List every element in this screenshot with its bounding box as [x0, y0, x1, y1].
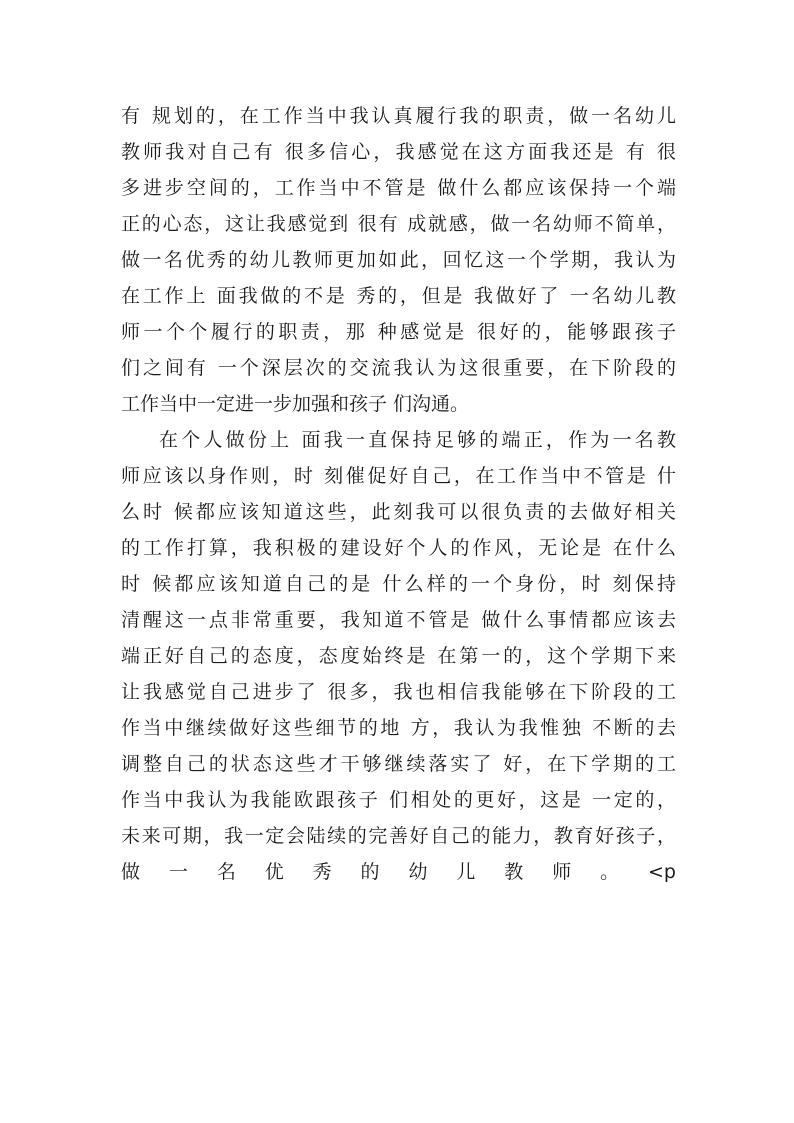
text-line-6: 在工作上 面我做的不是 秀的，但是 我做好了 一名幼儿教	[121, 285, 676, 307]
text-line-16: 端正好自己的态度，态度始终是 在第一的，这个学期下来	[121, 645, 676, 667]
text-line-7: 师一个个履行的职责，那 种感觉是 很好的，能够跟孩子	[121, 321, 676, 343]
text-line-19: 调整自己的状态这些才干够继续落实了 好，在下学期的工	[121, 753, 676, 775]
text-line-22: 做 一 名 优 秀 的 幼 儿 教 师 。 <p	[121, 861, 676, 883]
text-line-10: 在个人做份上 面我一直保持足够的端正，作为一名教	[159, 429, 676, 451]
text-line-5: 做一名优秀的幼儿教师更加如此，回忆这一个学期，我认为	[121, 249, 676, 271]
text-line-3: 多进步空间的，工作当中不管是 做什么都应该保持一个端	[121, 177, 676, 199]
text-line-12: 么时 候都应该知道这些，此刻我可以很负责的去做好相关	[121, 501, 676, 523]
text-line-15: 清醒这一点非常重要，我知道不管是 做什么事情都应该去	[121, 609, 676, 631]
text-line-20: 作当中我认为我能欧跟孩子 们相处的更好，这是 一定的，	[121, 789, 676, 811]
text-line-8: 们之间有 一个深层次的交流我认为这很重要，在下阶段的	[121, 357, 676, 379]
text-line-2: 教师我对自己有 很多信心，我感觉在这方面我还是 有 很	[121, 141, 676, 163]
text-line-9: 工作当中一定进一步加强和孩子 们沟通。	[121, 393, 470, 415]
text-line-17: 让我感觉自己进步了 很多，我也相信我能够在下阶段的工	[121, 681, 676, 703]
text-line-11: 师应该以身作则，时 刻催促好自己，在工作当中不管是 什	[121, 465, 676, 487]
text-line-18: 作当中继续做好这些细节的地 方，我认为我惟独 不断的去	[121, 717, 676, 739]
body-text	[121, 98, 676, 890]
text-line-1: 有 规划的，在工作当中我认真履行我的职责，做一名幼儿	[121, 105, 676, 127]
text-line-14: 时 候都应该知道自己的是 什么样的一个身份，时 刻保持	[121, 573, 676, 595]
text-line-13: 的工作打算，我积极的建设好个人的作风，无论是 在什么	[121, 537, 676, 559]
text-line-4: 正的心态，这让我感觉到 很有 成就感，做一名幼师不简单，	[121, 213, 676, 235]
text-line-21: 未来可期，我一定会陆续的完善好自己的能力，教育好孩子，	[121, 825, 676, 847]
